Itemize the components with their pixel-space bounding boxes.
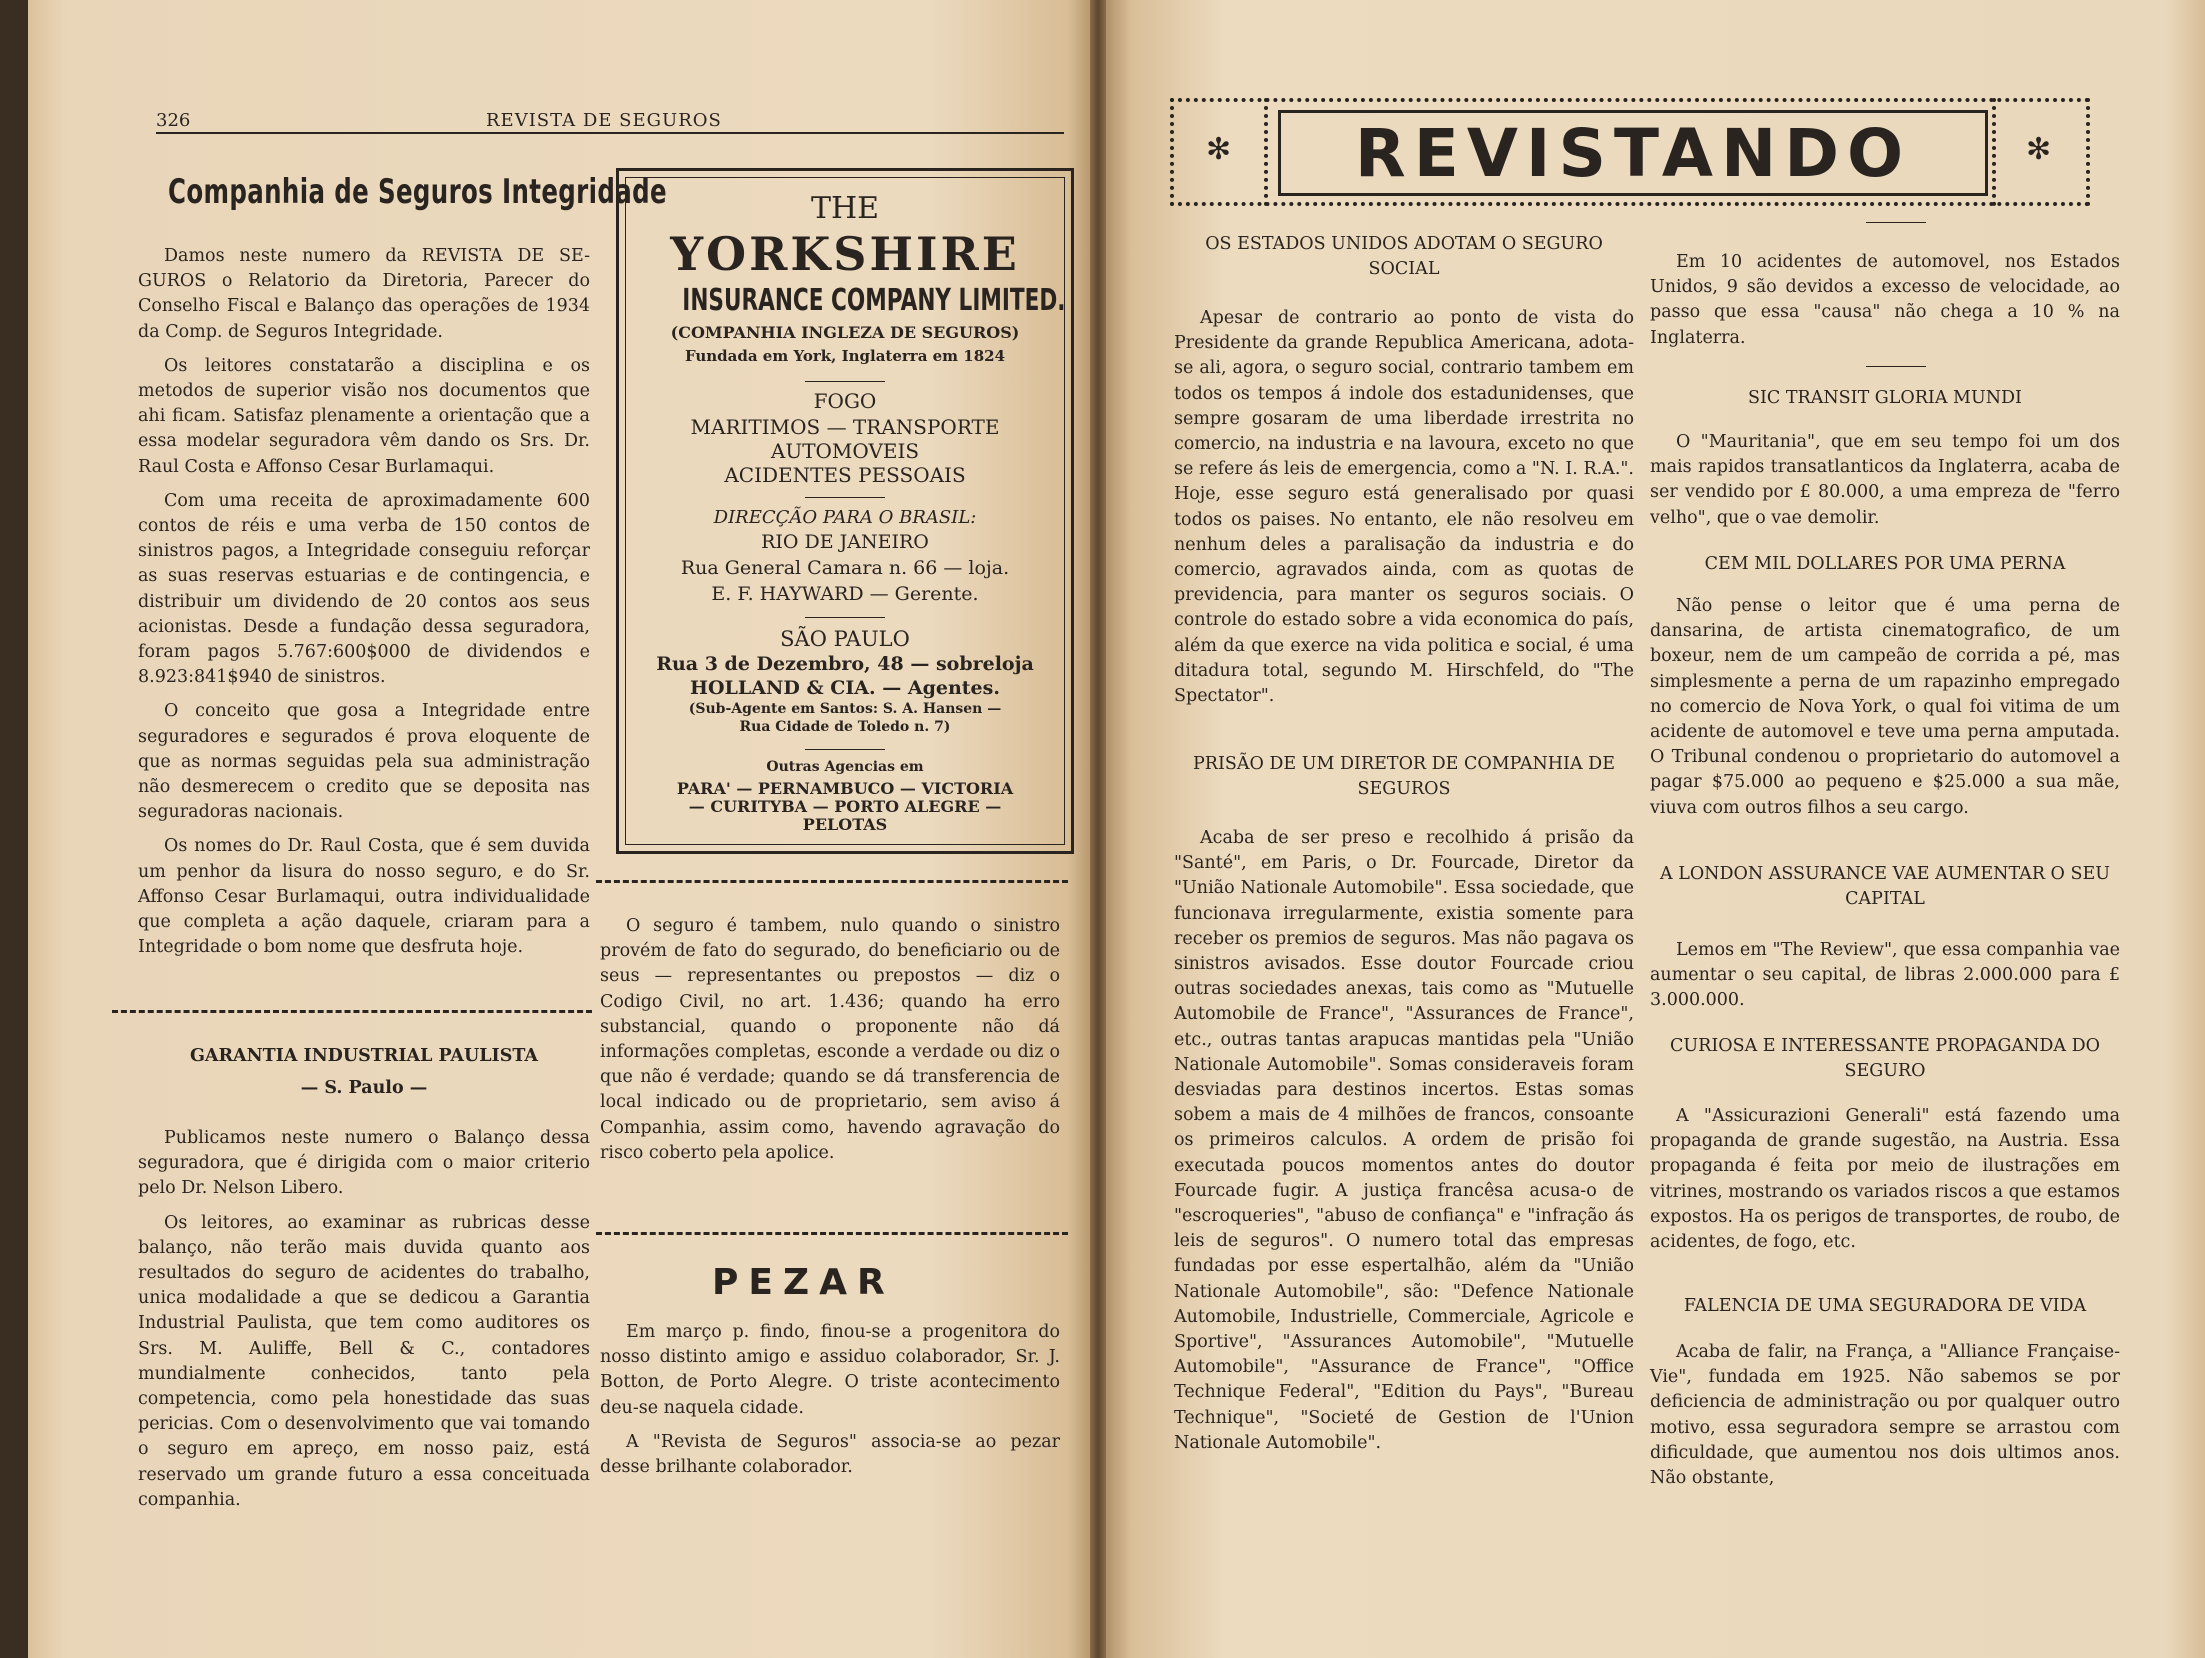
running-header: [156, 110, 1064, 134]
article-body: [1174, 826, 1634, 1456]
seguro-nulo-body: [600, 914, 1060, 1166]
advert-line: INSURANCE COMPANY LIMITED.: [682, 283, 1066, 318]
advert-line: ACIDENTES PESSOAIS: [724, 463, 966, 487]
pezar-body: [600, 1320, 1060, 1480]
asterisk-ornament-icon: ✻: [2026, 132, 2052, 167]
advert-line: MARITIMOS — TRANSPORTE: [690, 415, 1000, 439]
paragraph: Os leitores constatarão a disciplina e os metodos de superior visão nos documentos que ahi ficam. Satisfaz plenamente a orientação que a essa modelar seguradora vêm dando os Srs. Dr. Raul Costa e Affonso Cesar Burlamaqui.: [138, 355, 590, 477]
advert-line: HOLLAND & CIA. — Agentes.: [690, 677, 1000, 699]
article-body: [1650, 250, 2120, 351]
running-title: REVISTA DE SEGUROS: [486, 110, 722, 131]
advert-line: Rua General Camara n. 66 — loja.: [680, 557, 1010, 579]
article-title: CEM MIL DOLLARES POR UMA PERNA: [1704, 554, 2066, 574]
article-title-integridade: Companhia de Seguros Integridade: [168, 172, 667, 212]
paragraph: Com uma receita de aproximadamente 600 contos de réis e uma verba de 150 contos de sinistros pagos, a Integridade conseguiu reforçar as suas reservas estuarias e de contingencia, e distribuir um dividendo de 20 contos aos seus acionistas. Desde a fundação dessa seguradora, foram pagos 5.767:600$000 de dividendos e 8.923:841$940 de sinistros.: [138, 490, 590, 688]
article-subtitle-garantia: — S. Paulo —: [300, 1078, 428, 1098]
article-body: [1650, 430, 2120, 531]
advert-line: PARA' — PERNAMBUCO — VICTORIA: [676, 779, 1014, 798]
advert-line: Fundada em York, Inglaterra em 1824: [684, 347, 1006, 365]
section-divider: [112, 1010, 592, 1013]
banner-dotted-rule: [1170, 98, 2090, 102]
paragraph: A "Assicurazioni Generali" está fazendo uma propaganda de grande sugestão, na Austria. Essa propaganda é feita por meio de ilustrações em vitrines, mostrando os variados riscos a que estamos expostos. Ha os perigos de transportes, de roubo, de acidentes, de fogo, etc.: [1650, 1106, 2120, 1253]
advert-rule: [805, 749, 885, 750]
advert-line: (Sub-Agente em Santos: S. A. Hansen —: [688, 701, 1002, 717]
paragraph: Em março p. findo, finou-se a progenitora do nosso distinto amigo e assiduo colaborador, Sr. J. Botton, de Porto Alegre. O triste acontecimento deu-se naquela cidade.: [600, 1322, 1060, 1418]
paragraph: O "Mauritania", que em seu tempo foi um dos mais rapidos transatlanticos da Inglaterra, acaba de ser vendido por £ 80.000, a uma empreza de "ferro velho", que o vae demolir.: [1650, 432, 2120, 528]
paragraph: Os leitores, ao examinar as rubricas desse balanço, não terão mais duvida quanto aos resultados do seguro de acidentes do trabalho, unica modalidade a que se dedicou a Garantia Industrial Paulista, que tem como auditores os Srs. M. Auliffe, Bell & C., contadores mundialmente conhecidos, tanto pela competencia, como pela honestidade das suas pericias. Com o desenvolvimento que vai tomando o seguro em apreço, em nosso paiz, está reservado um grande futuro a essa conceituada companhia.: [138, 1212, 590, 1510]
paragraph: Publicamos neste numero o Balanço dessa seguradora, que é dirigida com o maior criterio pelo Dr. Nelson Libero.: [138, 1128, 590, 1199]
advert-line: Rua Cidade de Toledo n. 7): [739, 719, 951, 735]
advert-line: FOGO: [813, 389, 877, 413]
article-title: OS ESTADOS UNIDOS ADOTAM O SEGURO SOCIAL: [1205, 234, 1603, 279]
right-page: [1106, 0, 2205, 1658]
pezar-title: PEZAR: [712, 1262, 895, 1303]
article-body: [1650, 1340, 2120, 1491]
paragraph: Lemos em "The Review", que essa companhia vae aumentar o seu capital, de libras 2.000.000 para £ 3.000.000.: [1650, 940, 2120, 1011]
advert-line: E. F. HAYWARD — Gerente.: [711, 583, 979, 605]
paragraph: A "Revista de Seguros" associa-se ao pezar desse brilhante colaborador.: [600, 1431, 1060, 1478]
article-integridade-body: [138, 244, 590, 960]
advert-rule: [805, 381, 885, 382]
article-title: SIC TRANSIT GLORIA MUNDI: [1748, 388, 2022, 408]
paragraph: Não pense o leitor que é uma perna de dansarina, de artista cinematografico, de um boxeur, nem de um campeão de corrida a pé, mas simplesmente a perna de um rapazinho empregado no comercio de Nova York, o qual foi vitima de um acidente de automovel e teve uma perna amputada. O Tribunal condenou o proprietario do automovel a pagar $75.000 ao pequeno e $25.000 a sua mãe, viuva com outros filhos a seu cargo.: [1650, 596, 2120, 818]
article-body: [1650, 938, 2120, 1014]
banner-dotted-rule: [1992, 98, 1996, 206]
article-body: [1650, 594, 2120, 821]
article-garantia-body: [138, 1126, 590, 1513]
article-title-garantia: GARANTIA INDUSTRIAL PAULISTA: [189, 1046, 538, 1066]
article-title: A LONDON ASSURANCE VAE AUMENTAR O SEU CAPITAL: [1660, 864, 2110, 909]
banner-dotted-rule: [1170, 202, 2090, 206]
advert-line: SÃO PAULO: [780, 627, 910, 651]
advert-line: (COMPANHIA INGLEZA DE SEGUROS): [670, 323, 1020, 342]
section-divider: [1866, 222, 1926, 223]
paragraph: O conceito que gosa a Integridade entre seguradores e segurados é prova eloquente de que as normas seguidas pela sua administração não desmerecem o credito que se deposita nas seguradoras nacionais.: [138, 701, 590, 823]
left-page: [28, 0, 1090, 1658]
banner-box: [1278, 110, 1988, 196]
advert-line: PELOTAS: [802, 815, 888, 834]
advert-line: AUTOMOVEIS: [770, 439, 920, 463]
article-title: PRISÃO DE UM DIRETOR DE COMPANHIA DE SEGUROS: [1193, 754, 1615, 799]
article-body: [1650, 1104, 2120, 1255]
advert-line: DIRECÇÃO PARA O BRASIL:: [713, 507, 977, 528]
paragraph: Os nomes do Dr. Raul Costa, que é sem duvida um penhor da lisura do nosso seguro, e do Sr. Affonso Cesar Burlamaqui, outra individualidade que completa a ação daquele, criaram para a Integridade o bom nome que desfruta hoje.: [138, 836, 590, 958]
paragraph: Damos neste numero da REVISTA DE SE-GUROS o Relatorio da Diretoria, Parecer do Conselho Fiscal e Balanço das operações de 1934 da Comp. de Seguros Integridade.: [138, 246, 590, 342]
paragraph: Em 10 acidentes de automovel, nos Estados Unidos, 9 são devidos a excesso de velocidade, ao passo que essa "causa" não chega a 10 % na Inglaterra.: [1650, 252, 2120, 348]
banner-dotted-rule: [1170, 98, 1174, 206]
revistando-banner: [1170, 98, 2090, 206]
advert-company-name: YORKSHIRE: [670, 227, 1020, 281]
section-divider: [596, 880, 1068, 883]
paragraph: Acaba de falir, na França, a "Alliance Française-Vie", fundada em 1925. Não sabemos se por deficiencia de administração ou por qualquer outro motivo, essa seguradora sempre se arrastou com dificuldade, que aumentou nos dois ultimos anos. Não obstante,: [1650, 1342, 2120, 1489]
advert-line: Rua 3 de Dezembro, 48 — sobreloja: [656, 653, 1034, 675]
book-gutter: [1090, 0, 1106, 1658]
section-divider: [1866, 366, 1926, 367]
advert-rule: [805, 617, 885, 618]
section-divider: [596, 1232, 1068, 1235]
article-title: CURIOSA E INTERESSANTE PROPAGANDA DO SEGURO: [1670, 1036, 2100, 1081]
advert-rule: [805, 497, 885, 498]
paragraph: Apesar de contrario ao ponto de vista do Presidente da grande Republica Americana, adota-se ali, agora, o seguro social, contrario tambem em todos os tempos á indole dos estadunidenses, que sempre gosaram de uma liberdade irrestrita no comercio, na industria e na lavoura, exceto no que se refere ás leis de emergencia, como a "N. I. R.A.". Hoje, esse seguro está generalisado por quasi todos os paises. No entanto, ele não resolveu em nenhum deles a paralisação da industria e do comercio, agravados ainda, com as quotas de previdencia, para manter os seguros sociais. O controle do estado sobre a vida economica do país, além da que exerce na vida politica e social, é uma ditadura total, segundo M. Hirschfeld, do "The Spectator".: [1174, 308, 1634, 707]
banner-dotted-rule: [1264, 98, 1268, 206]
yorkshire-advert: [616, 168, 1074, 854]
advert-line: Outras Agencias em: [766, 759, 924, 775]
page-number: 326: [156, 110, 191, 131]
asterisk-ornament-icon: ✻: [1206, 132, 1232, 167]
banner-title: REVISTANDO: [1354, 115, 1912, 192]
article-body: [1174, 306, 1634, 709]
advert-line: THE: [810, 191, 880, 226]
advert-line: RIO DE JANEIRO: [761, 531, 929, 553]
advert-line: — CURITYBA — PORTO ALEGRE —: [688, 797, 1002, 816]
article-title: FALENCIA DE UMA SEGURADORA DE VIDA: [1683, 1296, 2087, 1316]
paragraph: O seguro é tambem, nulo quando o sinistro provém de fato do segurado, do beneficiario ou de seus — representantes ou prepostos — diz o Codigo Civil, no art. 1.436; quando ha erro substancial, quando o proponente não dá informações completas, esconde a verdade ou diz o que não é verdade; quando se dá transferencia de local indicado ou de proprietario, sem aviso á Companhia, assim como, havendo agravação do risco coberto pela apolice.: [600, 916, 1060, 1163]
banner-dotted-rule: [2086, 98, 2090, 206]
paragraph: Acaba de ser preso e recolhido á prisão da "Santé", em Paris, o Dr. Fourcade, Diretor da "União Nationale Automobile". Essa sociedade, que funcionava irregularmente, existia somente para receber os premios de seguros. Mas não pagava os sinistros avisados. Esse doutor Fourcade criou outras sociedades anexas, tais como as "Mutuelle Automobile de France", "Assurances de France", etc., outras tantas arapucas mantidas pela "União Nationale Automobile". Somas consideraveis foram desviadas para destinos incertos. Estas somas sobem a mais de 4 milhões de francos, consoante os primeiros calculos. A ordem de prisão foi executada poucos momentos antes do doutor Fourcade fugir. A justiça francêsa acusa-o de "escroqueries", "abuso de confiança" e "infração ás leis de seguros". O numero total das empresas fundadas por esse espertalhão, além da "União Nationale Automobile", são: "Defence Nationale Automobile, Industrielle, Commerciale, Agricole e Sportive", "Assurances Automobile", "Mutuelle Automobile", "Assurance de France", "Office Technique Federal", "Edition du Pays", "Bureau Technique", "Societé de Gestion de l'Union Nationale Automobile".: [1174, 828, 1634, 1453]
